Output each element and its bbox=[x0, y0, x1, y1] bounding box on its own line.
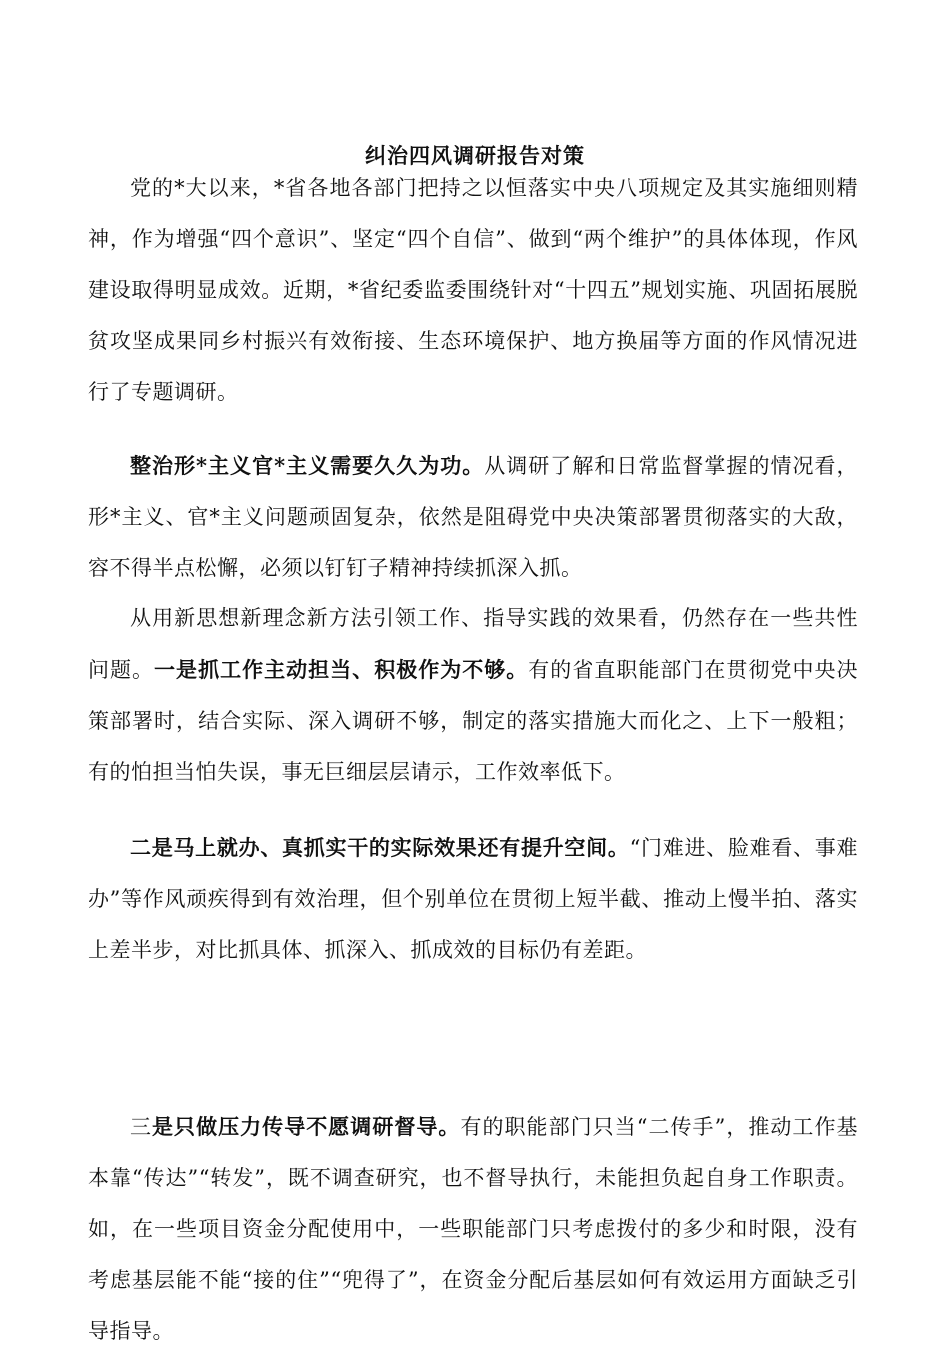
paragraph-text: 有的省直职能部门在贯彻党中央决策部署时，结合实际、深入调研不够，制定的落实措施大而化之、上下一般粗；有的怕担当怕失误，事无巨细层层请示，工作效率低下。 bbox=[88, 658, 859, 784]
paragraph-text: “门难进、脸难看、事难办”等作风顽疾得到有效治理，但个别单位在贯彻上短半截、推动上慢半拍、落实上差半步，对比抓具体、抓深入、抓成效的目标仍有差距。 bbox=[88, 836, 858, 962]
paragraph-pre: 三 bbox=[130, 1115, 153, 1139]
paragraph-text: 有的职能部门只当“二传手”，推动工作基本靠“传达”“转发”，既不调查研究，也不督导执行，未能担负起自身工作职责。如，在一些项目资金分配使用中，一些职能部门只考虑拨付的多少和时限，没有考虑基层能不能“接的住”“兜得了”，在资金分配后基层如何有效运用方面缺乏引导指导。 bbox=[88, 1115, 858, 1343]
paragraph-lead: 是只做压力传导不愿调研督导。 bbox=[152, 1114, 461, 1139]
paragraph-point-1 bbox=[88, 593, 858, 798]
document-title: 纠治四风调研报告对策 bbox=[365, 143, 585, 168]
paragraph-text: 从调研了解和日常监督掌握的情况看，形*主义、官*主义问题顽固复杂，依然是阻碍党中央决策部署贯彻落实的大敌，容不得半点松懈，必须以钉钉子精神持续抓深入抓。 bbox=[88, 454, 859, 580]
paragraph-text: 党的*大以来，*省各地各部门把持之以恒落实中央八项规定及其实施细则精神，作为增强“四个意识”、坚定“四个自信”、做到“两个维护”的具体体现，作风建设取得明显成效。近期，*省纪委监委围绕针对“十四五”规划实施、巩固拓展脱贫攻坚成果同乡村振兴有效衔接、生态环境保护、地方换届等方面的作风情况进行了专题调研。 bbox=[88, 176, 858, 404]
paragraph-point-2 bbox=[88, 822, 858, 976]
paragraph-lead: 整治形*主义官*主义需要久久为功。 bbox=[130, 453, 485, 478]
paragraph-point-3 bbox=[88, 1101, 858, 1357]
paragraph-lead: 二是马上就办、真抓实干的实际效果还有提升空间。 bbox=[130, 835, 630, 860]
paragraph-long-term bbox=[88, 440, 858, 594]
paragraph-lead: 一是抓工作主动担当、积极作为不够。 bbox=[154, 657, 529, 682]
paragraph-intro bbox=[88, 163, 858, 418]
paragraph-pre: 从用新思想新理念新方法引领工作、指导实践的效果看，仍然存在一些共性问题。 bbox=[88, 606, 858, 682]
